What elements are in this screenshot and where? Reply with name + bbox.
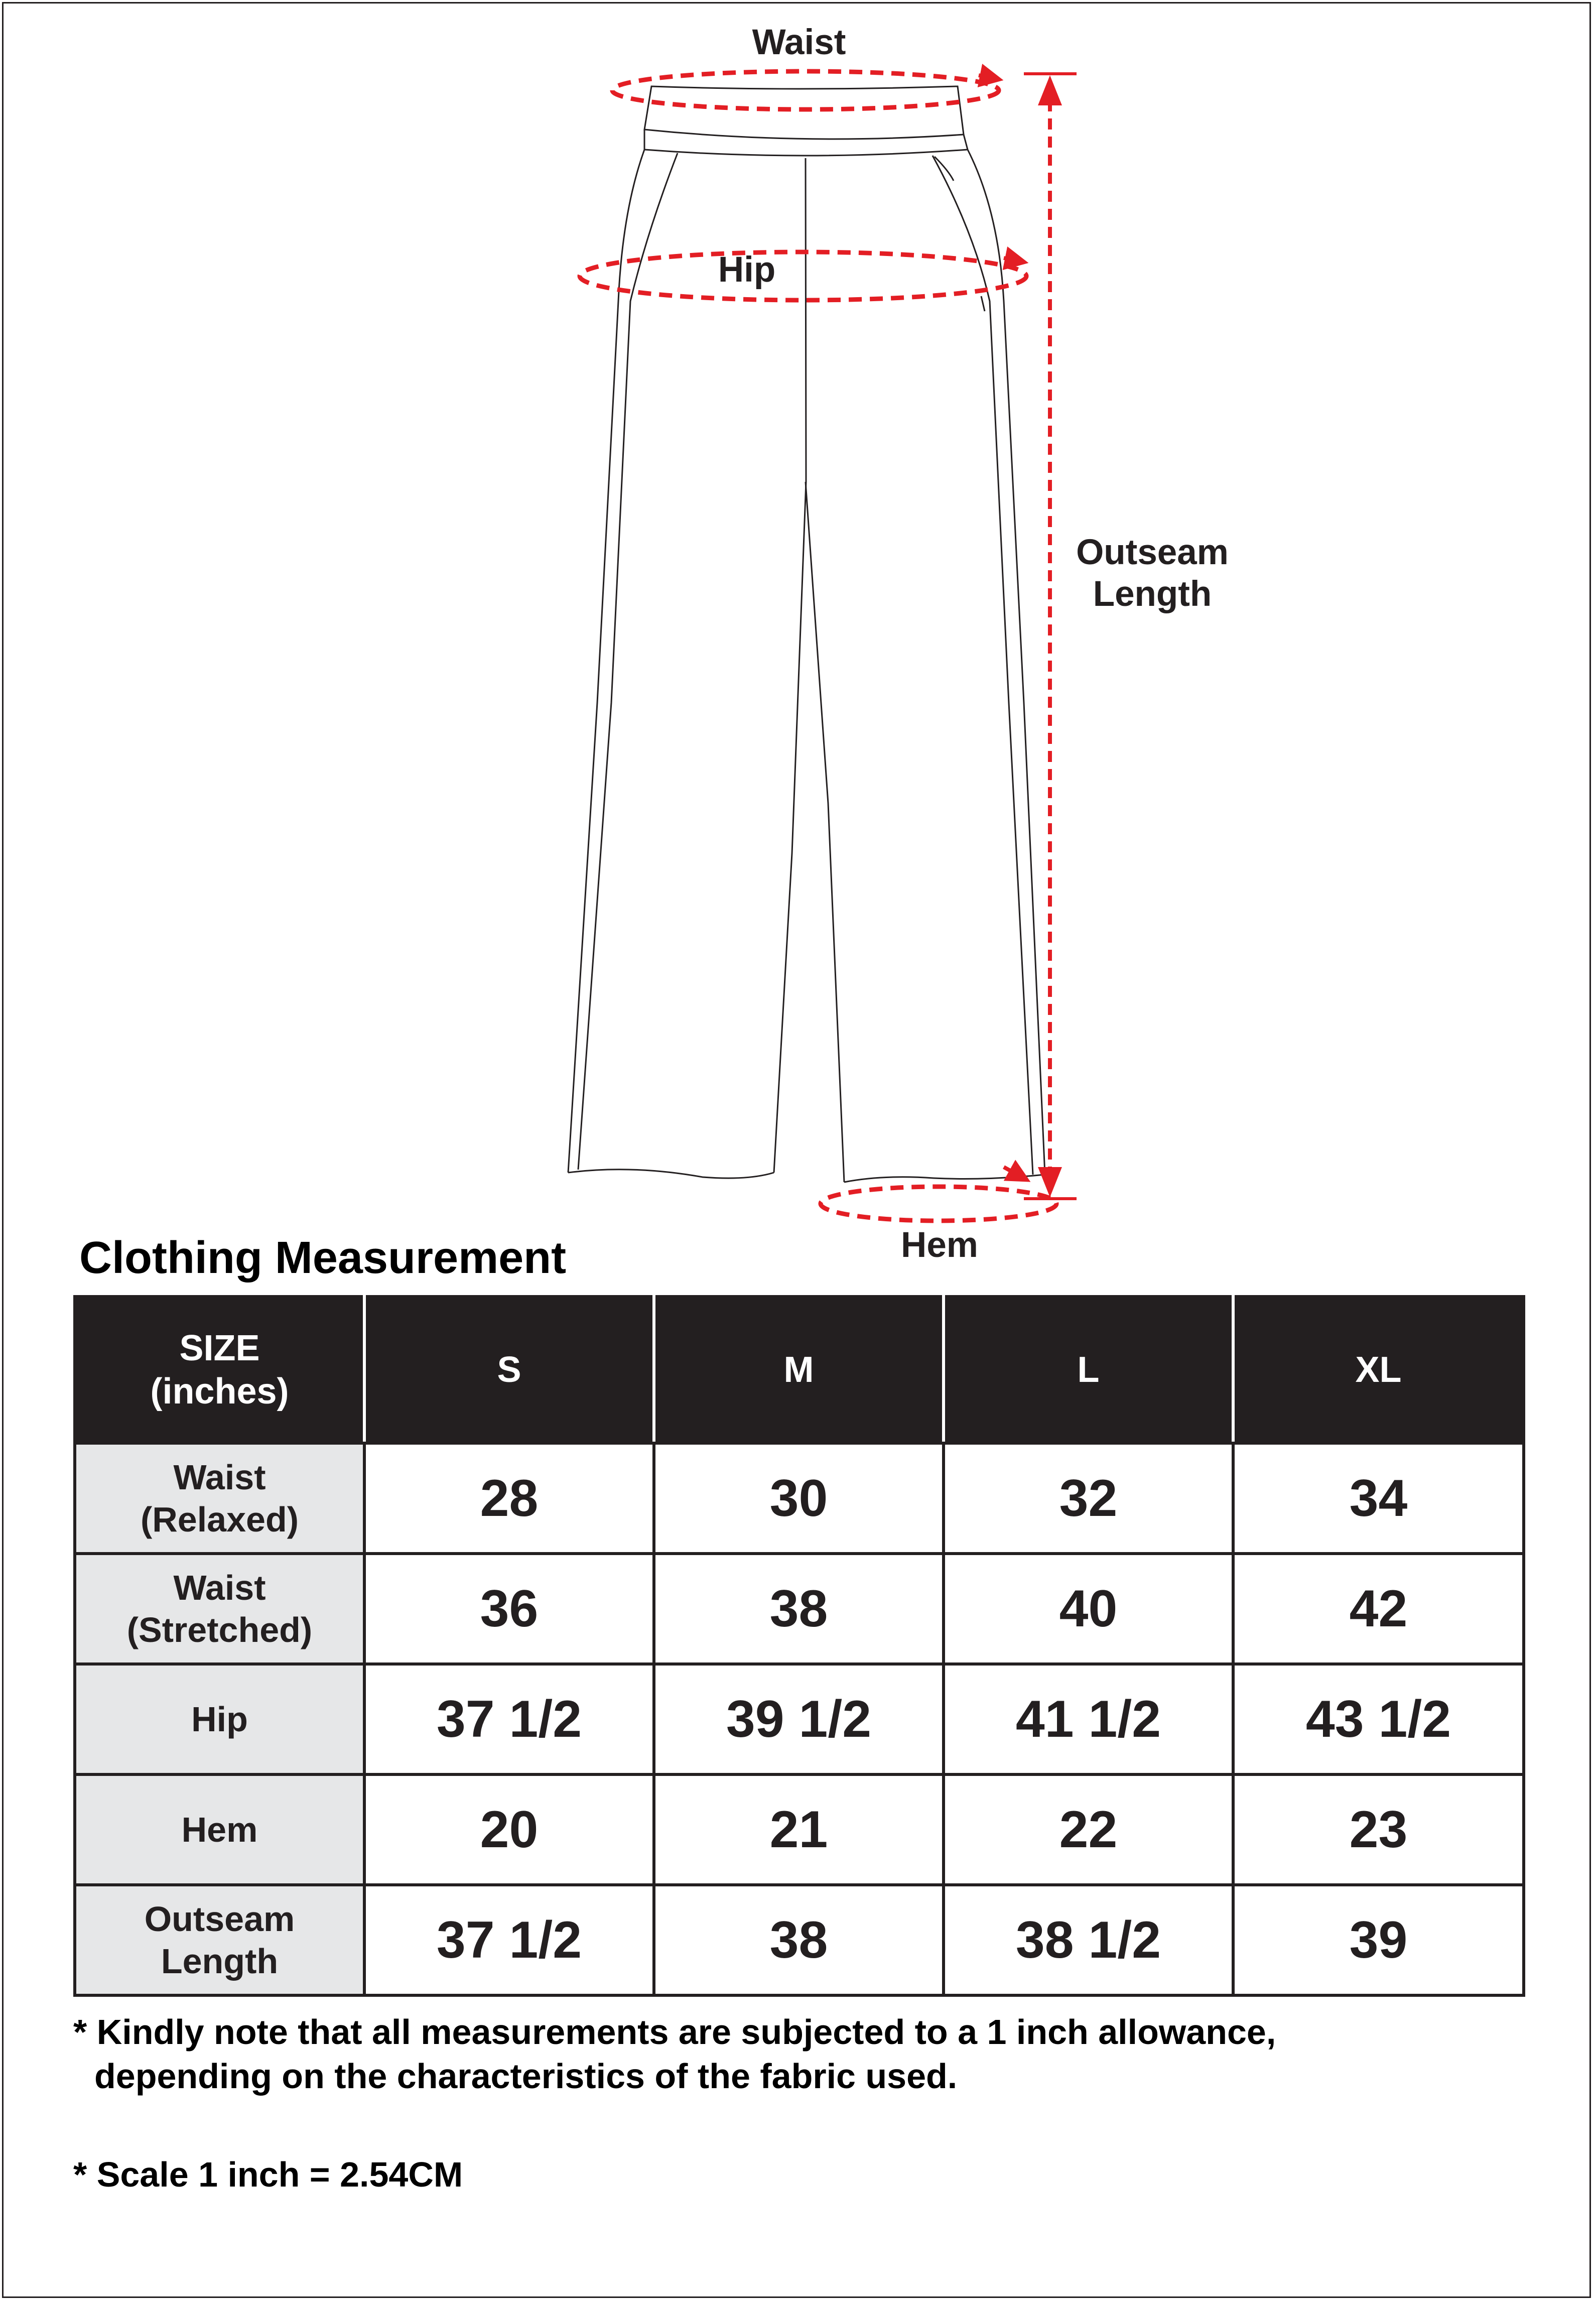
table-cell: 40 [944,1554,1233,1664]
table-cell: 39 1/2 [654,1664,944,1774]
size-corner-header [75,1297,364,1443]
table-cell: 38 [654,1554,944,1664]
table-cell: 38 [654,1885,944,1995]
size-header-line2: (inches) [150,1371,289,1412]
table-cell: 34 [1233,1443,1524,1554]
scale-note: * Scale 1 inch = 2.54CM [73,2155,463,2194]
header-row [75,1297,1524,1443]
hem-label: Hem [901,1225,978,1265]
size-header-xl: XL [1233,1297,1524,1443]
table-cell: 37 1/2 [364,1885,654,1995]
row-label: Waist (Relaxed) [75,1443,364,1554]
outseam-measure-line [1024,74,1077,1199]
allowance-note-line1: * Kindly note that all measurements are subjected to a 1 inch allowance, [73,2012,1276,2052]
size-header-line1: SIZE [179,1328,260,1368]
section-title: Clothing Measurement [79,1233,567,1283]
row-label: Waist (Stretched) [75,1554,364,1664]
table-cell: 36 [364,1554,654,1664]
table-cell: 21 [654,1774,944,1885]
table-cell: 39 [1233,1885,1524,1995]
table-row [75,1885,1524,1995]
waist-measure-ellipse [612,71,999,109]
table-row [75,1774,1524,1885]
allowance-note-line2: depending on the characteristics of the fabric used. [94,2057,958,2096]
table-cell: 30 [654,1443,944,1554]
row-label: Outseam Length [75,1885,364,1995]
table-cell: 20 [364,1774,654,1885]
table-cell: 32 [944,1443,1233,1554]
table-row [75,1664,1524,1774]
table-cell: 43 1/2 [1233,1664,1524,1774]
table-cell: 23 [1233,1774,1524,1885]
row-label: Hem [75,1774,364,1885]
outseam-label-line1: Outseam [1076,533,1229,572]
size-table [73,1295,1525,1997]
table-cell: 41 1/2 [944,1664,1233,1774]
table-cell: 22 [944,1774,1233,1885]
size-header-s: S [364,1297,654,1443]
size-header-m: M [654,1297,944,1443]
table-cell: 42 [1233,1554,1524,1664]
hip-label: Hip [718,250,776,290]
table-cell: 38 1/2 [944,1885,1233,1995]
table-row [75,1554,1524,1664]
row-label: Hip [75,1664,364,1774]
outseam-label-line2: Length [1093,574,1212,614]
table-row [75,1443,1524,1554]
waist-label: Waist [752,23,846,62]
table-cell: 37 1/2 [364,1664,654,1774]
size-header-l: L [944,1297,1233,1443]
table-cell: 28 [364,1443,654,1554]
hip-measure-ellipse [580,252,1026,300]
hem-measure-ellipse [821,1187,1056,1221]
